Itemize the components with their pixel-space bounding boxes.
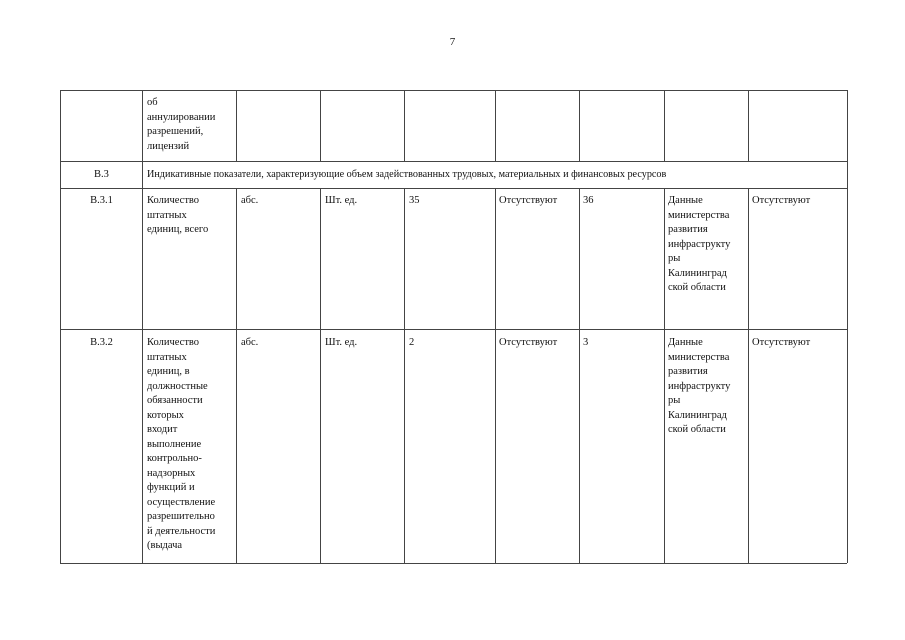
unit-type-cell: абс. (241, 337, 259, 348)
table-rule (60, 329, 847, 330)
source-cell: Данные министерства развития инфраструкту ры Калининград ской области (668, 195, 731, 293)
table-rule (404, 90, 405, 161)
table-rule (664, 90, 665, 161)
table-rule (847, 90, 848, 563)
table-rule (320, 90, 321, 161)
page-number: 7 (449, 36, 456, 48)
table-rule (60, 90, 61, 563)
note-cell: Отсутствуют (752, 195, 811, 206)
table-rule (748, 90, 749, 161)
unit-cell: Шт. ед. (325, 337, 358, 348)
table-rule (579, 188, 580, 563)
indicator-name-cell: Количество штатных единиц, в должностные обязанности которых входит выполнение контрольно- надзорных функций и осуществление разрешительно й деятельности (выдача (147, 337, 216, 551)
table-rule (664, 188, 665, 563)
note-cell: Отсутствуют (752, 337, 811, 348)
table-rule (60, 563, 847, 564)
table-rule (495, 188, 496, 563)
unit-cell: Шт. ед. (325, 195, 358, 206)
table-rule (142, 90, 143, 563)
section-title: Индикативные показатели, характеризующие объем задействованных трудовых, материальных и финансовых ресурсов (147, 169, 667, 180)
table-rule (495, 90, 496, 161)
unit-type-cell: абс. (241, 195, 259, 206)
value-cell: 3 (583, 337, 589, 348)
table-rule (60, 188, 847, 189)
indicator-name-cell: об аннулировании разрешений, лицензий (147, 97, 216, 152)
table-rule (404, 188, 405, 563)
source-cell: Данные министерства развития инфраструкту ры Калининград ской области (668, 337, 731, 435)
value-cell: Отсутствуют (499, 195, 558, 206)
table-rule (236, 90, 237, 161)
table-rule (236, 188, 237, 563)
value-cell: 35 (409, 195, 420, 206)
table-rule (748, 188, 749, 563)
value-cell: Отсутствуют (499, 337, 558, 348)
table-rule (579, 90, 580, 161)
indicator-code-cell: В.3 (94, 169, 109, 180)
indicator-code-cell: В.3.2 (90, 337, 113, 348)
table-rule (60, 161, 847, 162)
indicator-name-cell: Количество штатных единиц, всего (147, 195, 209, 235)
table-rule (320, 188, 321, 563)
indicator-code-cell: В.3.1 (90, 195, 113, 206)
value-cell: 2 (409, 337, 415, 348)
table-rule (60, 90, 847, 91)
value-cell: 36 (583, 195, 594, 206)
